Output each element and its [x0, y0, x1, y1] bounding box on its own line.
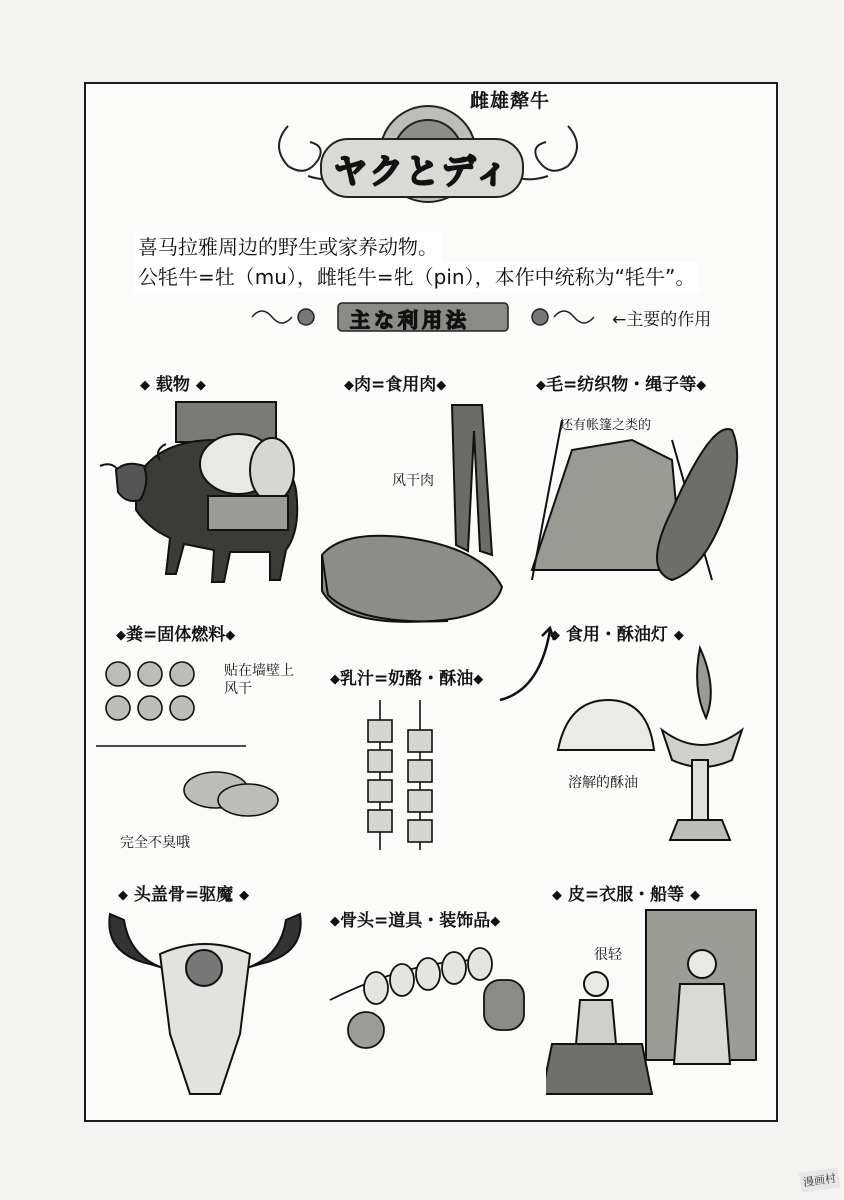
intro-line-2: 公牦牛=牡（mu），雌牦牛=牝（pin），本作中统称为“牦牛”。	[134, 262, 699, 292]
section-note: ←主要的作用	[612, 310, 712, 330]
label-skull	[118, 880, 249, 905]
label-bone-text: 骨头=道具・装饰品	[340, 911, 491, 931]
hide-note: 很轻	[594, 947, 622, 963]
dung-note-3: 完全不臭哦	[120, 835, 190, 851]
diamond-icon: ◆	[330, 914, 340, 929]
label-milk-text: 乳汁=奶酪・酥油	[340, 669, 474, 689]
title-ruby: 雌雄犛牛	[470, 90, 551, 112]
diamond-icon: ◆	[550, 628, 560, 643]
label-hide-text: 皮=衣服・船等	[567, 885, 685, 905]
diamond-icon: ◆	[118, 888, 128, 903]
page-title: ヤクとディ	[333, 151, 511, 192]
dung-note-1: 贴在墙壁上	[224, 663, 294, 679]
dung-note-2: 风干	[224, 681, 252, 697]
label-carry-text: 载物	[155, 375, 190, 395]
label-skull-text: 头盖骨=驱魔	[133, 885, 234, 905]
diamond-icon: ◆	[239, 888, 250, 903]
diamond-icon: ◆	[690, 888, 701, 903]
diamond-icon: ◆	[225, 628, 236, 643]
intro-text	[134, 232, 699, 292]
hide-boat-illustration	[546, 904, 772, 1104]
label-wool-text: 毛=纺织物・绳子等	[546, 375, 697, 395]
food-note: 溶解的酥油	[568, 775, 638, 791]
diamond-icon: ◆	[436, 378, 447, 393]
label-food-text: 食用・酥油灯	[565, 625, 668, 645]
butter-lamp-illustration	[550, 640, 750, 860]
diamond-icon: ◆	[116, 628, 126, 643]
skull-illustration	[100, 904, 310, 1104]
diamond-icon: ◆	[673, 628, 684, 643]
label-milk	[330, 664, 483, 689]
label-carry	[140, 370, 206, 395]
diamond-icon: ◆	[536, 378, 546, 393]
watermark: 漫画村	[799, 1167, 840, 1192]
meat-illustration	[312, 395, 532, 635]
wool-note: 还有帐篷之类的	[560, 418, 652, 433]
yak-illustration	[96, 400, 316, 590]
cheese-illustration	[350, 700, 450, 860]
label-meat	[344, 370, 446, 395]
diamond-icon: ◆	[195, 378, 206, 393]
section-title: 主な利用法	[350, 308, 470, 332]
diamond-icon: ◆	[344, 378, 354, 393]
title-plate	[320, 138, 524, 198]
label-wool	[536, 370, 706, 395]
label-dung	[116, 620, 235, 645]
label-dung-text: 粪=固体燃料	[126, 625, 226, 645]
intro-line-1: 喜马拉雅周边的野生或家养动物。	[134, 232, 442, 262]
meat-note: 风干肉	[392, 473, 434, 489]
label-bone	[330, 906, 500, 931]
diamond-icon: ◆	[696, 378, 707, 393]
diamond-icon: ◆	[473, 672, 484, 687]
label-meat-text: 肉=食用肉	[354, 375, 437, 395]
diamond-icon: ◆	[552, 888, 562, 903]
bone-ornaments-illustration	[326, 940, 546, 1050]
diamond-icon: ◆	[330, 672, 340, 687]
label-hide	[552, 880, 700, 905]
diamond-icon: ◆	[140, 378, 150, 393]
diamond-icon: ◆	[490, 914, 501, 929]
